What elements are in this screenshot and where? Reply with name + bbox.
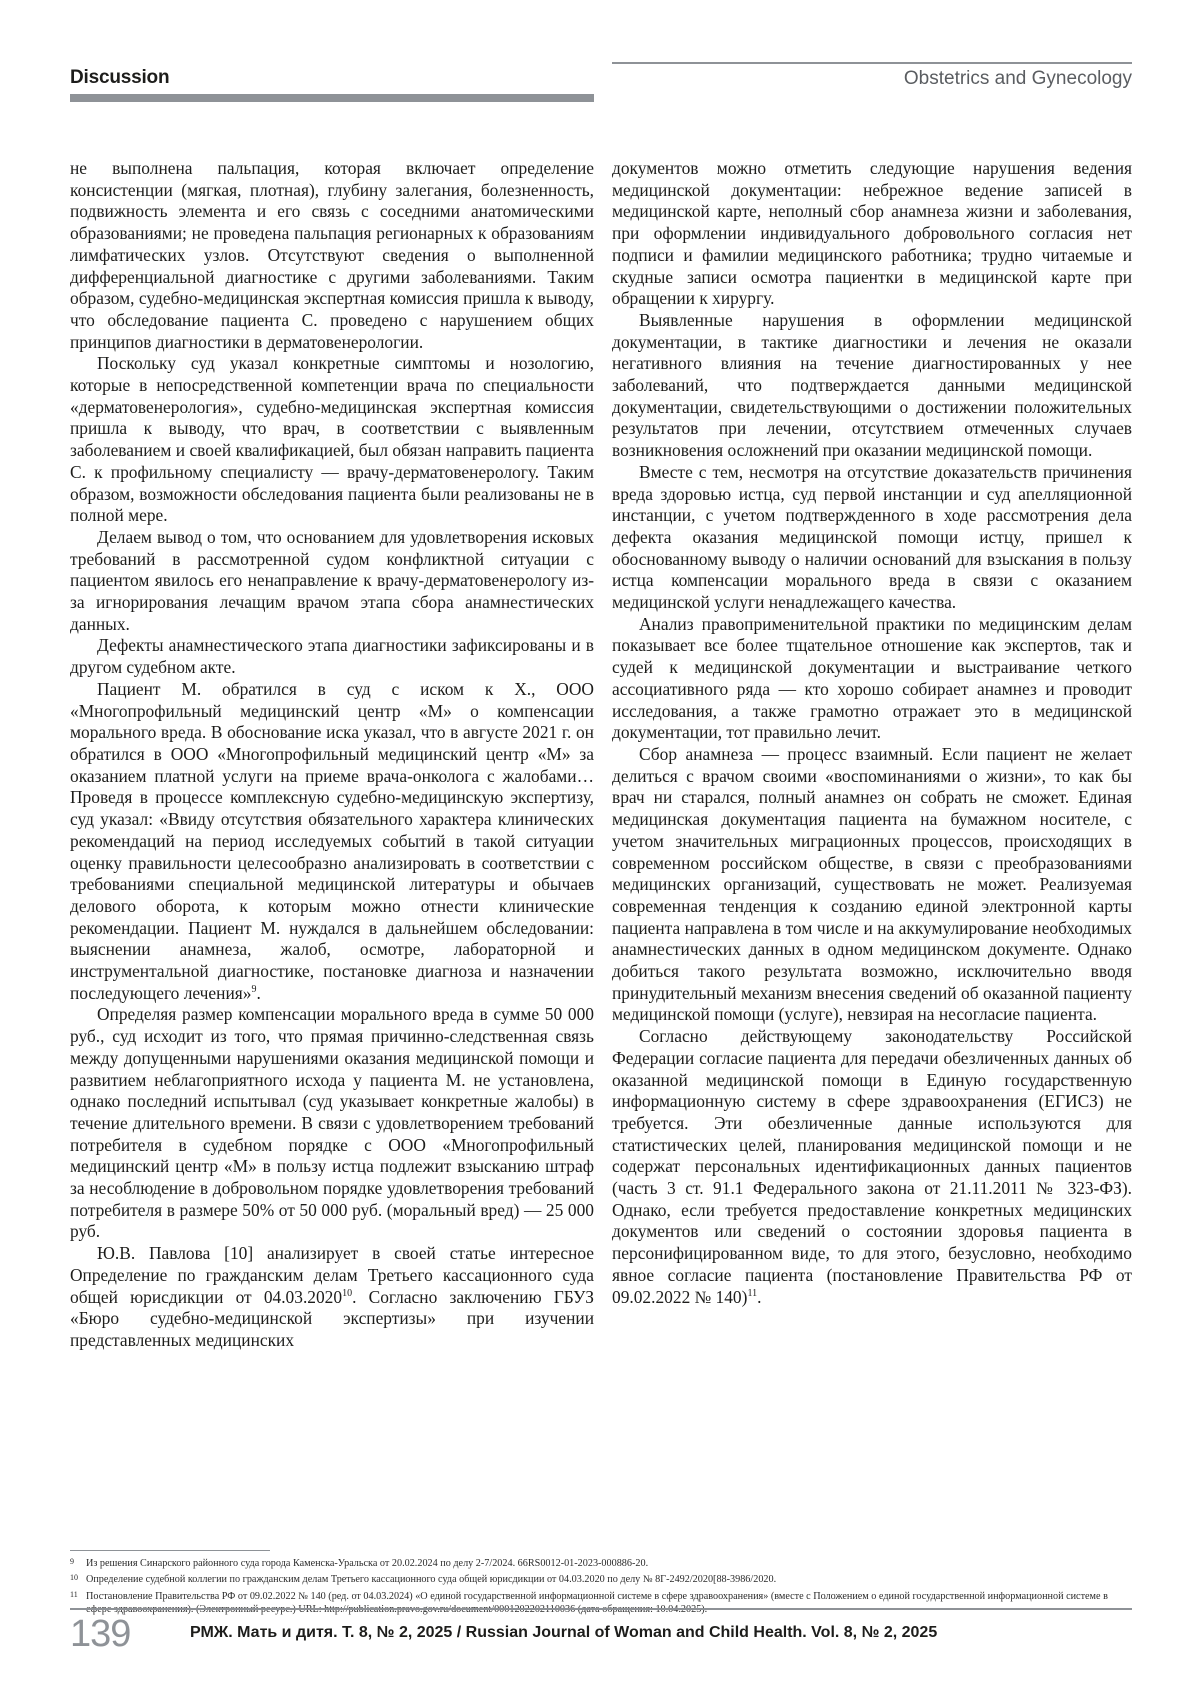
footnote-number: 9 xyxy=(70,1557,74,1566)
footnote-text: Из решения Синарского районного суда города Каменска-Уральска от 20.02.2024 по делу 2-7/2024. 66RS0012-01-2023-000886-20. xyxy=(86,1558,649,1569)
section-label: Discussion xyxy=(70,67,170,88)
paragraph-text: Вместе с тем, несмотря на отсутствие доказательств причинения вреда здоровью истца, суд первой инстанции и суд апелляционной инстанции, с учетом подтвержденного в ходе рассмотрения дела дефекта оказания медицинской помощи истцу, пришел к обоснованному выводу о наличии оснований для взыскания в пользу истца компенсации морального вреда в связи с оказанием медицинской услуги ненадлежащего качества. xyxy=(612,461,1132,613)
footnote-text: Постановление Правительства РФ от 09.02.2022 № 140 (ред. от 04.03.2024) «О единой государственной информационной системе в сфере здравоохранения» (вместе с Положением о единой государственной информационной системе в xyxy=(86,1590,1108,1602)
paragraph-text: . Согласно заключению ГБУЗ «Бюро судебно-медицинской экспертизы» при изучении представленных медицинских xyxy=(70,1286,594,1350)
footnote-number: 11 xyxy=(70,1589,78,1599)
page-number: 139 xyxy=(70,1613,131,1655)
paragraph: Пациент М. обратился в суд с иском к Х., ООО «Многопрофильный медицинский центр «М» о компенсации морального вреда. В обоснование иска указал, что в августе 2021 г. он обратился в ООО «Многопрофильный медицинский центр «М» за оказанием платной услуги на приеме врача-онколога с жалобами… Проведя в процессе комплексную судебно-медицинскую экспертизу, суд указал: «Ввиду отсутствия обязательного характера клинических рекомендаций на период исследуемых событий в такой ситуации оценку правильности целесообразно анализировать в соответствии с требованиями специальной медицинской литературы и обычаев делового оборота, к которым можно отнести клинические рекомендации. Пациент М. нуждался в дальнейшем обследовании: выяснении анамнеза, жалоб, осмотре, лабораторной и инструментальной диагностике, постановке диагноза и назначении последующего лечения»$^9$. xyxy=(70,678,594,1003)
paragraph xyxy=(70,1004,594,1243)
footnote-ref: 10 xyxy=(342,1287,353,1299)
paragraph-text: Пациент М. обратился в суд с иском к Х., ООО «Многопрофильный медицинский центр «М» о компенсации морального вреда. В обоснование иска указал, что в августе 2021 г. он обратился в ООО «Многопрофильный медицинский центр «М» за оказанием платной услуги на приеме врача-онколога с жалобами… Проведя в процессе комплексную судебно-медицинскую экспертизу, суд указал: «Ввиду отсутствия обязательного характера клинических рекомендаций на период исследуемых событий в такой ситуации оценку правильности целесообразно анализировать в соответствии с требованиями специальной медицинской литературы и обычаев делового оборота, к которым можно отнести клинические рекомендации. Пациент М. нуждался в дальнейшем обследовании: выяснении анамнеза, жалоб, осмотре, лабораторной и инструментальной диагностике, постановке диагноза и назначении последующего лечения» xyxy=(70,678,594,1003)
journal-citation: РМЖ. Мать и дитя. Т. 8, № 2, 2025 / Russian Journal of Woman and Child Health. Vol. 8, № 2, 2025 xyxy=(190,1624,938,1641)
paragraph xyxy=(70,527,594,636)
footnote-ref: 9 xyxy=(251,983,257,995)
paragraph-text: Анализ правоприменительной практики по медицинским делам показывает все более тщательное отношение как экспертов, так и судей к медицинской документации и выстраивание четкого ассоциативного ряда — кто хорошо собирает анамнез и проводит исследования, а также грамотно отражает это в медицинской документации, тот правильно лечит. xyxy=(612,613,1132,743)
paragraph-text: Поскольку суд указал конкретные симптомы и нозологию, которые в непосредственной компетенции врача по специальности «дерматовенерология», судебно-медицинская экспертная комиссия пришла к выводу, что врач, в соответствии с выявленным заболеванием и своей квалификацией, был обязан направить пациента С. к профильному специалисту — врачу-дерматовенерологу. Таким образом, возможности обследования пациента были реализованы не в полной мере. xyxy=(70,353,594,526)
paragraph: Согласно действующему законодательству Российской Федерации согласие пациента для передачи обезличенных данных об оказанной медицинской помощи в Единую государственную информационную систему в сфере здравоохранения (ЕГИСЗ) не требуется. Эти обезличенные данные используются для статистических целей, планирования медицинской помощи и не содержат персональных идентификационных данных пациентов (часть 3 ст. 91.1 Федерального закона от 21.11.2011 № 323-ФЗ). Однако, если требуется предоставление конкретных медицинских документов или сведений о состоянии здоровья пациента в персонифицированном виде, то для этого, безусловно, необходимо явное согласие пациента (постановление Правительства РФ от 09.02.2022 № 140)$^{11}$. xyxy=(612,1026,1132,1307)
footnote xyxy=(70,1573,1132,1586)
paragraph-text: Делаем вывод о том, что основанием для удовлетворения исковых требований в рассмотренной судом конфликтной ситуации с пациентом явилось его ненаправление к врачу-дерматовенерологу из-за игнорирования лечащим врачом этапа сбора анамнестических данных. xyxy=(70,526,594,634)
footnote-rule xyxy=(70,1550,270,1551)
header-rule xyxy=(612,62,1132,64)
running-header-left xyxy=(70,64,594,104)
paragraph-text: Согласно действующему законодательству Российской Федерации согласие пациента для передачи обезличенных данных об оказанной медицинской помощи в Единую государственную информационную систему в сфере здравоохранения (ЕГИСЗ) не требуется. Эти обезличенные данные используются для статистических целей, планирования медицинской помощи и не содержат персональных идентификационных данных пациентов (часть 3 ст. 91.1 Федерального закона от 21.11.2011 № 323-ФЗ). Однако, если требуется предоставление конкретных медицинских документов или сведений о состоянии здоровья пациента в персонифицированном виде, то для этого, безусловно, необходимо явное согласие пациента (постановление Правительства РФ от 09.02.2022 № 140) xyxy=(612,1026,1132,1307)
paragraph xyxy=(612,310,1132,462)
paragraph-text: не выполнена пальпация, которая включает определение консистенции (мягкая, плотная), глубину залегания, болезненность, подвижность элемента и его связь с соседними анатомическими образованиями; не проведена пальпация регионарных к образованиям лимфатических узлов. Отсутствуют сведения о выполненной дифференциальной диагностике с другими заболеваниями. Таким образом, судебно-медицинская экспертная комиссия пришла к выводу, что обследование пациента С. проведено с нарушением общих принципов диагностики в дерматовенерологии. xyxy=(70,158,594,352)
header-bar xyxy=(70,94,594,102)
paragraph xyxy=(70,635,594,678)
paragraph xyxy=(612,744,1132,1026)
running-header-right xyxy=(612,62,1132,96)
paragraph-text: документов можно отметить следующие нарушения ведения медицинской документации: небрежное ведение записей в медицинской карте, неполный сбор анамнеза жизни и заболевания, при оформлении индивидуального добровольного согласия нет подписи и фамилии медицинского работника; трудно читаемые и скудные записи осмотра пациентки в медицинской карте при обращении к хирургу. xyxy=(612,158,1132,309)
right-column xyxy=(612,158,1132,1308)
footnote-text: Определение судебной коллегии по гражданским делам Третьего кассационного суда общей юрисдикции от 04.03.2020 по делу № 8Г-2492/2020[88-3986/2020. xyxy=(86,1574,777,1586)
paragraph-text: Определяя размер компенсации морального вреда в сумме 50 000 руб., суд исходит из того, что прямая причинно-следственная связь между допущенными нарушениями оказания медицинской помощи и развитием неблагоприятного исхода у пациента М. не установлена, однако последний испытывал (суд указывает конкретные жалобы) в течение длительного времени. В связи с удовлетворением требований потребителя в судебном порядке с ООО «Многопрофильный медицинский центр «М» в пользу истца подлежит взысканию штраф за несоблюдение в добровольном порядке удовлетворения требований потребителя в размере 50% от 50 000 руб. (моральный вред) — 25 000 руб. xyxy=(70,1004,594,1242)
paragraph xyxy=(612,614,1132,744)
footnote xyxy=(70,1590,1132,1617)
paragraph-text: Ю.В. Павлова [10] анализирует в своей статье интересное Определение по гражданским делам Третьего кассационного суда общей юрисдикции от 04.03.2020 xyxy=(70,1243,594,1307)
paragraph-text: Дефекты анамнестического этапа диагностики зафиксированы и в другом судебном акте. xyxy=(70,635,594,678)
paragraph xyxy=(70,353,594,527)
paragraph xyxy=(612,462,1132,614)
paragraph xyxy=(612,158,1132,310)
paragraph xyxy=(70,158,594,353)
footnote-ref: 11 xyxy=(747,1287,758,1299)
footnote xyxy=(70,1557,1132,1570)
journal-section: Obstetrics and Gynecology xyxy=(903,68,1132,89)
paragraph xyxy=(70,1243,594,1352)
paragraph-text: Выявленные нарушения в оформлении медицинской документации, в тактике диагностики и лечения не оказали негативного влияния на течение диагностированных у нее заболеваний, что подтверждается данными медицинской документации, свидетельствующими о достижении положительных результатов при лечении, отсутствием отмеченных случаев возникновения осложнений при оказании медицинской помощи. xyxy=(612,309,1132,461)
footnote-number: 10 xyxy=(70,1573,78,1583)
paragraph-text: Сбор анамнеза — процесс взаимный. Если пациент не желает делиться с врачом своими «воспоминаниями о жизни», то как бы врач ни старался, полный анамнез он собрать не сможет. Единая медицинская документация пациента на бумажном носителе, с учетом значительных миграционных процессов, происходящих в современном российском обществе, в связи с преобразованиями медицинских организаций, существовать не может. Реализуемая современная тенденция к созданию единой электронной карты пациента направлена в том числе и на аккумулирование необходимых анамнестических данных в одном медицинском документе. Однако добиться такого результата возможно, исключительно вводя принудительный механизм внесения сведений об оказанной пациенту медицинской помощи (услуге), невзирая на несогласие пациента. xyxy=(612,743,1132,1025)
left-column xyxy=(70,158,594,1352)
footer-rule xyxy=(70,1608,1132,1610)
